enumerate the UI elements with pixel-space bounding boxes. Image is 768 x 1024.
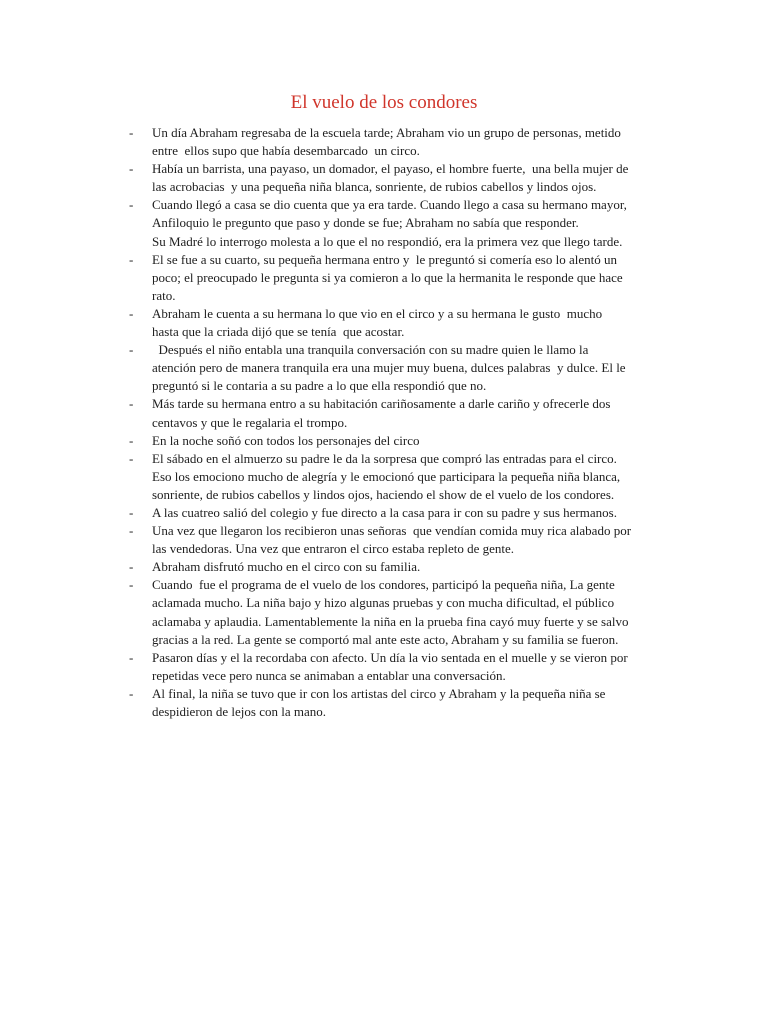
text-line: las acrobacias y una pequeña niña blanca, sonriente, de rubios cabellos y lindos ojos. <box>152 179 597 195</box>
list-item <box>0 649 768 685</box>
text-line: Cuando llegó a casa se dio cuenta que ya era tarde. Cuando llego a casa su hermano mayor, <box>152 197 627 213</box>
text-line: Anfiloquio le pregunto que paso y donde se fue; Abraham no sabía que responder. <box>152 215 579 231</box>
text-line: las vendedoras. Una vez que entraron el circo estaba repleto de gente. <box>152 541 515 557</box>
list-item <box>0 450 768 504</box>
text-line: Después el niño entabla una tranquila conversación con su madre quien le llamo la <box>152 342 589 358</box>
list-item-text <box>152 649 768 685</box>
list-item <box>0 395 768 431</box>
text-line: centavos y que le regalaria el trompo. <box>152 414 348 430</box>
list-item-text <box>152 160 768 196</box>
text-line: Más tarde su hermana entro a su habitación cariñosamente a darle cariño y ofrecerle dos <box>152 396 611 412</box>
text-line: A las cuatreo salió del colegio y fue directo a la casa para ir con su padre y sus hermanos. <box>152 504 617 520</box>
text-line: En la noche soñó con todos los personajes del circo <box>152 432 420 448</box>
list-item-text <box>152 685 768 721</box>
text-line: rato. <box>152 287 176 303</box>
text-line: Pasaron días y el la recordaba con afecto. Un día la vio sentada en el muelle y se vieron por <box>152 649 628 665</box>
list-item-text <box>152 251 768 305</box>
list-item-text <box>152 341 768 395</box>
text-line: repetidas vece pero nunca se animaban a entablar una conversación. <box>152 667 506 683</box>
list-item <box>0 196 768 250</box>
list-item-text <box>152 196 768 250</box>
text-line: hasta que la criada dijó que se tenía que acostar. <box>152 324 405 340</box>
bullet-dash: - <box>129 685 134 701</box>
list-item <box>0 685 768 721</box>
list-item <box>0 160 768 196</box>
list-item-text <box>152 432 768 450</box>
document-title: El vuelo de los condores <box>290 92 478 113</box>
bullet-dash: - <box>129 396 134 412</box>
text-line: El sábado en el almuerzo su padre le da la sorpresa que compró las entradas para el circo. <box>152 450 617 466</box>
list-item <box>0 432 768 450</box>
bullet-dash: - <box>129 125 134 140</box>
text-line: despidieron de lejos con la mano. <box>152 704 327 719</box>
list-item <box>0 504 768 522</box>
list-item-text <box>152 395 768 431</box>
text-line: gracias a la red. La gente se comportó mal ante este acto, Abraham y su familia se fueron. <box>152 631 619 647</box>
text-line: Abraham le cuenta a su hermana lo que vio en el circo y a su hermana le gusto mucho <box>152 305 603 321</box>
bullet-dash: - <box>129 161 134 177</box>
bullet-dash: - <box>129 504 134 520</box>
list-item <box>0 251 768 305</box>
list-item-text <box>152 504 768 522</box>
text-line: Abraham disfrutó mucho en el circo con su familia. <box>152 559 421 575</box>
text-line: El se fue a su cuarto, su pequeña hermana entro y le preguntó si comería eso lo alentó un <box>152 251 617 267</box>
list-item-text <box>152 576 768 648</box>
text-line: Había un barrista, una payaso, un domador, el payaso, el hombre fuerte, una bella mujer de <box>152 161 629 177</box>
bullet-dash: - <box>129 523 134 539</box>
text-line: Una vez que llegaron los recibieron unas señoras que vendían comida muy rica alabado por <box>152 523 632 539</box>
text-line: aclamaba y aplaudia. Lamentablemente la niña en la prueba fina cayó muy fuerte y se salvo <box>152 613 629 629</box>
list-item-text <box>152 522 768 558</box>
text-line: preguntó si le contaria a su padre a lo que ella respondió que no. <box>152 378 487 394</box>
bullet-dash: - <box>129 432 134 448</box>
text-line: entre ellos supo que había desembarcado un circo. <box>152 143 420 159</box>
bullet-list <box>0 124 768 721</box>
text-line: sonriente, de rubios cabellos y lindos ojos, haciendo el show de el vuelo de los condores. <box>152 486 615 502</box>
bullet-dash: - <box>129 559 134 575</box>
bullet-dash: - <box>129 342 134 358</box>
bullet-dash: - <box>129 649 134 665</box>
list-item <box>0 558 768 576</box>
text-line: poco; el preocupado le pregunta si ya comieron a lo que la hermanita le responde que hace <box>152 269 623 285</box>
list-item <box>0 124 768 160</box>
list-item <box>0 576 768 648</box>
text-line: aclamada mucho. La niña bajo y hizo algunas pruebas y con mucha dificultad, el público <box>152 595 615 611</box>
bullet-dash: - <box>129 305 134 321</box>
list-item <box>0 522 768 558</box>
text-line: Al final, la niña se tuvo que ir con los artistas del circo y Abraham y la pequeña niña se <box>152 685 606 701</box>
list-item <box>0 341 768 395</box>
text-line: atención pero de manera tranquila era una mujer muy buena, dulces palabras y dulce. El le <box>152 360 626 376</box>
bullet-dash: - <box>129 450 134 466</box>
list-item-text <box>152 558 768 576</box>
text-line: Eso los emociono mucho de alegría y le emocionó que participara la pequeña niña blanca, <box>152 468 621 484</box>
bullet-dash: - <box>129 197 134 213</box>
text-line: Un día Abraham regresaba de la escuela tarde; Abraham vio un grupo de personas, metido <box>152 125 621 140</box>
list-item <box>0 305 768 341</box>
bullet-dash: - <box>129 251 134 267</box>
list-item-text <box>152 305 768 341</box>
text-line: Su Madré lo interrogo molesta a lo que el no respondió, era la primera vez que llego tarde. <box>152 233 623 249</box>
bullet-dash: - <box>129 577 134 593</box>
list-item-text <box>152 450 768 504</box>
list-item-text <box>152 124 768 160</box>
text-line: Cuando fue el programa de el vuelo de los condores, participó la pequeña niña, La gente <box>152 577 615 593</box>
